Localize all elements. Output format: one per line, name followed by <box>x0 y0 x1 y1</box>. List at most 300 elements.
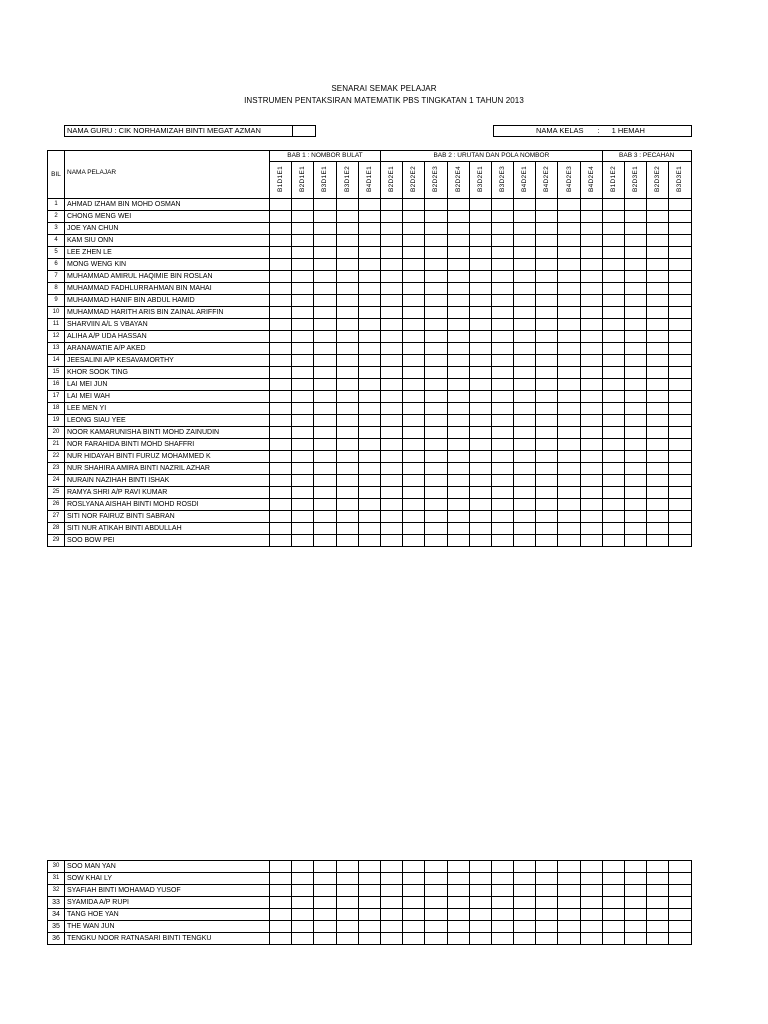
checklist-cell[interactable] <box>602 861 624 873</box>
checklist-cell[interactable] <box>292 885 314 897</box>
checklist-cell[interactable] <box>669 355 691 367</box>
checklist-cell[interactable] <box>514 271 536 283</box>
checklist-cell[interactable] <box>425 933 447 945</box>
checklist-cell[interactable] <box>602 909 624 921</box>
checklist-cell[interactable] <box>514 283 536 295</box>
checklist-cell[interactable] <box>425 319 447 331</box>
checklist-cell[interactable] <box>314 427 336 439</box>
checklist-cell[interactable] <box>358 439 380 451</box>
checklist-cell[interactable] <box>514 897 536 909</box>
checklist-cell[interactable] <box>270 885 292 897</box>
checklist-cell[interactable] <box>270 933 292 945</box>
checklist-cell[interactable] <box>270 475 292 487</box>
checklist-cell[interactable] <box>625 885 647 897</box>
checklist-cell[interactable] <box>447 391 469 403</box>
checklist-cell[interactable] <box>447 379 469 391</box>
checklist-cell[interactable] <box>358 283 380 295</box>
checklist-cell[interactable] <box>491 909 513 921</box>
checklist-cell[interactable] <box>580 295 602 307</box>
checklist-cell[interactable] <box>447 873 469 885</box>
checklist-cell[interactable] <box>270 897 292 909</box>
checklist-cell[interactable] <box>669 295 691 307</box>
checklist-cell[interactable] <box>536 511 558 523</box>
checklist-cell[interactable] <box>270 487 292 499</box>
checklist-cell[interactable] <box>292 259 314 271</box>
checklist-cell[interactable] <box>536 451 558 463</box>
checklist-cell[interactable] <box>491 307 513 319</box>
checklist-cell[interactable] <box>602 535 624 547</box>
checklist-cell[interactable] <box>358 223 380 235</box>
checklist-cell[interactable] <box>558 463 580 475</box>
checklist-cell[interactable] <box>625 499 647 511</box>
checklist-cell[interactable] <box>625 427 647 439</box>
checklist-cell[interactable] <box>536 307 558 319</box>
checklist-cell[interactable] <box>558 211 580 223</box>
checklist-cell[interactable] <box>314 439 336 451</box>
checklist-cell[interactable] <box>491 211 513 223</box>
checklist-cell[interactable] <box>536 415 558 427</box>
checklist-cell[interactable] <box>491 259 513 271</box>
checklist-cell[interactable] <box>558 909 580 921</box>
checklist-cell[interactable] <box>336 463 358 475</box>
checklist-cell[interactable] <box>447 511 469 523</box>
checklist-cell[interactable] <box>403 873 425 885</box>
checklist-cell[interactable] <box>403 367 425 379</box>
checklist-cell[interactable] <box>447 199 469 211</box>
checklist-cell[interactable] <box>358 499 380 511</box>
checklist-cell[interactable] <box>536 331 558 343</box>
checklist-cell[interactable] <box>491 933 513 945</box>
checklist-cell[interactable] <box>336 885 358 897</box>
checklist-cell[interactable] <box>270 307 292 319</box>
checklist-cell[interactable] <box>403 535 425 547</box>
checklist-cell[interactable] <box>536 235 558 247</box>
checklist-cell[interactable] <box>580 235 602 247</box>
checklist-cell[interactable] <box>447 427 469 439</box>
checklist-cell[interactable] <box>647 343 669 355</box>
checklist-cell[interactable] <box>314 933 336 945</box>
checklist-cell[interactable] <box>314 307 336 319</box>
checklist-cell[interactable] <box>425 271 447 283</box>
checklist-cell[interactable] <box>292 199 314 211</box>
checklist-cell[interactable] <box>314 379 336 391</box>
checklist-cell[interactable] <box>380 451 402 463</box>
checklist-cell[interactable] <box>380 247 402 259</box>
checklist-cell[interactable] <box>314 211 336 223</box>
checklist-cell[interactable] <box>602 331 624 343</box>
checklist-cell[interactable] <box>647 861 669 873</box>
checklist-cell[interactable] <box>380 331 402 343</box>
checklist-cell[interactable] <box>580 523 602 535</box>
checklist-cell[interactable] <box>425 211 447 223</box>
checklist-cell[interactable] <box>602 235 624 247</box>
checklist-cell[interactable] <box>447 921 469 933</box>
checklist-cell[interactable] <box>669 379 691 391</box>
checklist-cell[interactable] <box>292 535 314 547</box>
checklist-cell[interactable] <box>270 355 292 367</box>
checklist-cell[interactable] <box>270 367 292 379</box>
checklist-cell[interactable] <box>514 451 536 463</box>
checklist-cell[interactable] <box>647 367 669 379</box>
checklist-cell[interactable] <box>469 247 491 259</box>
checklist-cell[interactable] <box>580 897 602 909</box>
checklist-cell[interactable] <box>469 367 491 379</box>
checklist-cell[interactable] <box>580 259 602 271</box>
checklist-cell[interactable] <box>292 427 314 439</box>
checklist-cell[interactable] <box>292 523 314 535</box>
checklist-cell[interactable] <box>358 897 380 909</box>
checklist-cell[interactable] <box>647 319 669 331</box>
checklist-cell[interactable] <box>558 355 580 367</box>
checklist-cell[interactable] <box>358 379 380 391</box>
checklist-cell[interactable] <box>403 355 425 367</box>
checklist-cell[interactable] <box>447 331 469 343</box>
checklist-cell[interactable] <box>491 921 513 933</box>
checklist-cell[interactable] <box>536 295 558 307</box>
checklist-cell[interactable] <box>447 475 469 487</box>
checklist-cell[interactable] <box>270 451 292 463</box>
checklist-cell[interactable] <box>358 211 380 223</box>
checklist-cell[interactable] <box>425 427 447 439</box>
checklist-cell[interactable] <box>669 259 691 271</box>
checklist-cell[interactable] <box>536 259 558 271</box>
checklist-cell[interactable] <box>425 439 447 451</box>
checklist-cell[interactable] <box>447 259 469 271</box>
checklist-cell[interactable] <box>625 379 647 391</box>
checklist-cell[interactable] <box>380 259 402 271</box>
checklist-cell[interactable] <box>292 909 314 921</box>
checklist-cell[interactable] <box>336 909 358 921</box>
checklist-cell[interactable] <box>469 271 491 283</box>
checklist-cell[interactable] <box>469 199 491 211</box>
checklist-cell[interactable] <box>602 499 624 511</box>
checklist-cell[interactable] <box>514 211 536 223</box>
checklist-cell[interactable] <box>270 511 292 523</box>
checklist-cell[interactable] <box>314 199 336 211</box>
checklist-cell[interactable] <box>469 499 491 511</box>
checklist-cell[interactable] <box>469 391 491 403</box>
checklist-cell[interactable] <box>403 403 425 415</box>
checklist-cell[interactable] <box>580 921 602 933</box>
checklist-cell[interactable] <box>336 331 358 343</box>
checklist-cell[interactable] <box>292 355 314 367</box>
checklist-cell[interactable] <box>270 499 292 511</box>
checklist-cell[interactable] <box>447 343 469 355</box>
checklist-cell[interactable] <box>292 247 314 259</box>
checklist-cell[interactable] <box>380 391 402 403</box>
checklist-cell[interactable] <box>314 475 336 487</box>
checklist-cell[interactable] <box>292 283 314 295</box>
checklist-cell[interactable] <box>270 331 292 343</box>
checklist-cell[interactable] <box>403 475 425 487</box>
checklist-cell[interactable] <box>336 415 358 427</box>
checklist-cell[interactable] <box>447 403 469 415</box>
checklist-cell[interactable] <box>447 355 469 367</box>
checklist-cell[interactable] <box>358 199 380 211</box>
checklist-cell[interactable] <box>625 475 647 487</box>
checklist-cell[interactable] <box>536 523 558 535</box>
checklist-cell[interactable] <box>491 391 513 403</box>
checklist-cell[interactable] <box>447 223 469 235</box>
checklist-cell[interactable] <box>336 897 358 909</box>
checklist-cell[interactable] <box>491 343 513 355</box>
checklist-cell[interactable] <box>380 355 402 367</box>
checklist-cell[interactable] <box>425 885 447 897</box>
checklist-cell[interactable] <box>292 511 314 523</box>
checklist-cell[interactable] <box>358 247 380 259</box>
checklist-cell[interactable] <box>580 283 602 295</box>
checklist-cell[interactable] <box>447 909 469 921</box>
checklist-cell[interactable] <box>491 499 513 511</box>
checklist-cell[interactable] <box>358 319 380 331</box>
checklist-cell[interactable] <box>469 463 491 475</box>
checklist-cell[interactable] <box>625 439 647 451</box>
checklist-cell[interactable] <box>625 451 647 463</box>
checklist-cell[interactable] <box>647 897 669 909</box>
checklist-cell[interactable] <box>270 259 292 271</box>
checklist-cell[interactable] <box>336 535 358 547</box>
checklist-cell[interactable] <box>425 331 447 343</box>
checklist-cell[interactable] <box>514 511 536 523</box>
checklist-cell[interactable] <box>403 199 425 211</box>
checklist-cell[interactable] <box>536 391 558 403</box>
checklist-cell[interactable] <box>558 223 580 235</box>
checklist-cell[interactable] <box>469 355 491 367</box>
checklist-cell[interactable] <box>292 897 314 909</box>
checklist-cell[interactable] <box>491 283 513 295</box>
checklist-cell[interactable] <box>558 499 580 511</box>
checklist-cell[interactable] <box>625 487 647 499</box>
checklist-cell[interactable] <box>625 223 647 235</box>
checklist-cell[interactable] <box>602 933 624 945</box>
checklist-cell[interactable] <box>336 211 358 223</box>
checklist-cell[interactable] <box>447 933 469 945</box>
checklist-cell[interactable] <box>358 343 380 355</box>
checklist-cell[interactable] <box>270 391 292 403</box>
checklist-cell[interactable] <box>602 487 624 499</box>
checklist-cell[interactable] <box>625 873 647 885</box>
checklist-cell[interactable] <box>336 861 358 873</box>
checklist-cell[interactable] <box>669 211 691 223</box>
checklist-cell[interactable] <box>380 283 402 295</box>
checklist-cell[interactable] <box>270 379 292 391</box>
checklist-cell[interactable] <box>314 283 336 295</box>
checklist-cell[interactable] <box>514 885 536 897</box>
checklist-cell[interactable] <box>336 247 358 259</box>
checklist-cell[interactable] <box>669 933 691 945</box>
checklist-cell[interactable] <box>270 873 292 885</box>
checklist-cell[interactable] <box>491 403 513 415</box>
checklist-cell[interactable] <box>669 475 691 487</box>
checklist-cell[interactable] <box>536 223 558 235</box>
checklist-cell[interactable] <box>425 379 447 391</box>
checklist-cell[interactable] <box>314 295 336 307</box>
checklist-cell[interactable] <box>558 897 580 909</box>
checklist-cell[interactable] <box>358 415 380 427</box>
checklist-cell[interactable] <box>602 343 624 355</box>
checklist-cell[interactable] <box>625 283 647 295</box>
checklist-cell[interactable] <box>447 885 469 897</box>
checklist-cell[interactable] <box>292 319 314 331</box>
checklist-cell[interactable] <box>625 463 647 475</box>
checklist-cell[interactable] <box>425 343 447 355</box>
checklist-cell[interactable] <box>380 499 402 511</box>
checklist-cell[interactable] <box>669 247 691 259</box>
checklist-cell[interactable] <box>602 439 624 451</box>
checklist-cell[interactable] <box>536 463 558 475</box>
checklist-cell[interactable] <box>270 861 292 873</box>
checklist-cell[interactable] <box>425 463 447 475</box>
checklist-cell[interactable] <box>558 511 580 523</box>
checklist-cell[interactable] <box>514 223 536 235</box>
checklist-cell[interactable] <box>336 283 358 295</box>
checklist-cell[interactable] <box>647 379 669 391</box>
checklist-cell[interactable] <box>602 403 624 415</box>
checklist-cell[interactable] <box>491 415 513 427</box>
checklist-cell[interactable] <box>602 873 624 885</box>
checklist-cell[interactable] <box>336 511 358 523</box>
checklist-cell[interactable] <box>447 499 469 511</box>
checklist-cell[interactable] <box>602 319 624 331</box>
checklist-cell[interactable] <box>536 535 558 547</box>
checklist-cell[interactable] <box>314 235 336 247</box>
checklist-cell[interactable] <box>669 235 691 247</box>
checklist-cell[interactable] <box>625 247 647 259</box>
checklist-cell[interactable] <box>314 223 336 235</box>
checklist-cell[interactable] <box>669 921 691 933</box>
checklist-cell[interactable] <box>403 897 425 909</box>
checklist-cell[interactable] <box>292 379 314 391</box>
checklist-cell[interactable] <box>358 921 380 933</box>
checklist-cell[interactable] <box>491 451 513 463</box>
checklist-cell[interactable] <box>558 861 580 873</box>
checklist-cell[interactable] <box>425 367 447 379</box>
checklist-cell[interactable] <box>602 355 624 367</box>
checklist-cell[interactable] <box>358 427 380 439</box>
checklist-cell[interactable] <box>403 415 425 427</box>
checklist-cell[interactable] <box>403 211 425 223</box>
checklist-cell[interactable] <box>491 319 513 331</box>
checklist-cell[interactable] <box>647 439 669 451</box>
checklist-cell[interactable] <box>536 439 558 451</box>
checklist-cell[interactable] <box>336 933 358 945</box>
checklist-cell[interactable] <box>425 247 447 259</box>
checklist-cell[interactable] <box>669 271 691 283</box>
checklist-cell[interactable] <box>403 451 425 463</box>
checklist-cell[interactable] <box>602 451 624 463</box>
checklist-cell[interactable] <box>358 511 380 523</box>
checklist-cell[interactable] <box>558 271 580 283</box>
checklist-cell[interactable] <box>270 439 292 451</box>
checklist-cell[interactable] <box>491 235 513 247</box>
checklist-cell[interactable] <box>625 511 647 523</box>
checklist-cell[interactable] <box>669 427 691 439</box>
checklist-cell[interactable] <box>669 451 691 463</box>
checklist-cell[interactable] <box>380 343 402 355</box>
checklist-cell[interactable] <box>270 223 292 235</box>
checklist-cell[interactable] <box>580 487 602 499</box>
checklist-cell[interactable] <box>336 307 358 319</box>
checklist-cell[interactable] <box>314 511 336 523</box>
checklist-cell[interactable] <box>580 885 602 897</box>
checklist-cell[interactable] <box>425 873 447 885</box>
checklist-cell[interactable] <box>536 343 558 355</box>
checklist-cell[interactable] <box>314 921 336 933</box>
checklist-cell[interactable] <box>491 439 513 451</box>
checklist-cell[interactable] <box>292 307 314 319</box>
checklist-cell[interactable] <box>558 487 580 499</box>
checklist-cell[interactable] <box>514 247 536 259</box>
checklist-cell[interactable] <box>314 355 336 367</box>
checklist-cell[interactable] <box>403 235 425 247</box>
checklist-cell[interactable] <box>380 535 402 547</box>
checklist-cell[interactable] <box>647 223 669 235</box>
checklist-cell[interactable] <box>469 921 491 933</box>
checklist-cell[interactable] <box>270 211 292 223</box>
checklist-cell[interactable] <box>491 331 513 343</box>
checklist-cell[interactable] <box>447 295 469 307</box>
checklist-cell[interactable] <box>647 535 669 547</box>
checklist-cell[interactable] <box>380 271 402 283</box>
checklist-cell[interactable] <box>580 355 602 367</box>
checklist-cell[interactable] <box>558 343 580 355</box>
checklist-cell[interactable] <box>292 921 314 933</box>
checklist-cell[interactable] <box>558 451 580 463</box>
checklist-cell[interactable] <box>447 535 469 547</box>
checklist-cell[interactable] <box>403 331 425 343</box>
checklist-cell[interactable] <box>669 885 691 897</box>
checklist-cell[interactable] <box>447 319 469 331</box>
checklist-cell[interactable] <box>447 439 469 451</box>
checklist-cell[interactable] <box>336 523 358 535</box>
checklist-cell[interactable] <box>580 933 602 945</box>
checklist-cell[interactable] <box>669 535 691 547</box>
checklist-cell[interactable] <box>292 475 314 487</box>
checklist-cell[interactable] <box>469 295 491 307</box>
checklist-cell[interactable] <box>403 499 425 511</box>
checklist-cell[interactable] <box>625 933 647 945</box>
checklist-cell[interactable] <box>514 487 536 499</box>
checklist-cell[interactable] <box>625 235 647 247</box>
checklist-cell[interactable] <box>625 259 647 271</box>
checklist-cell[interactable] <box>514 259 536 271</box>
checklist-cell[interactable] <box>625 319 647 331</box>
checklist-cell[interactable] <box>403 933 425 945</box>
checklist-cell[interactable] <box>469 523 491 535</box>
checklist-cell[interactable] <box>403 511 425 523</box>
checklist-cell[interactable] <box>403 427 425 439</box>
checklist-cell[interactable] <box>647 259 669 271</box>
checklist-cell[interactable] <box>647 921 669 933</box>
checklist-cell[interactable] <box>536 861 558 873</box>
checklist-cell[interactable] <box>358 475 380 487</box>
checklist-cell[interactable] <box>580 511 602 523</box>
checklist-cell[interactable] <box>292 439 314 451</box>
checklist-cell[interactable] <box>447 247 469 259</box>
checklist-cell[interactable] <box>447 235 469 247</box>
checklist-cell[interactable] <box>403 487 425 499</box>
checklist-cell[interactable] <box>669 897 691 909</box>
checklist-cell[interactable] <box>669 523 691 535</box>
checklist-cell[interactable] <box>336 475 358 487</box>
checklist-cell[interactable] <box>403 223 425 235</box>
checklist-cell[interactable] <box>647 403 669 415</box>
checklist-cell[interactable] <box>469 451 491 463</box>
checklist-cell[interactable] <box>647 523 669 535</box>
checklist-cell[interactable] <box>647 391 669 403</box>
checklist-cell[interactable] <box>469 885 491 897</box>
checklist-cell[interactable] <box>314 415 336 427</box>
